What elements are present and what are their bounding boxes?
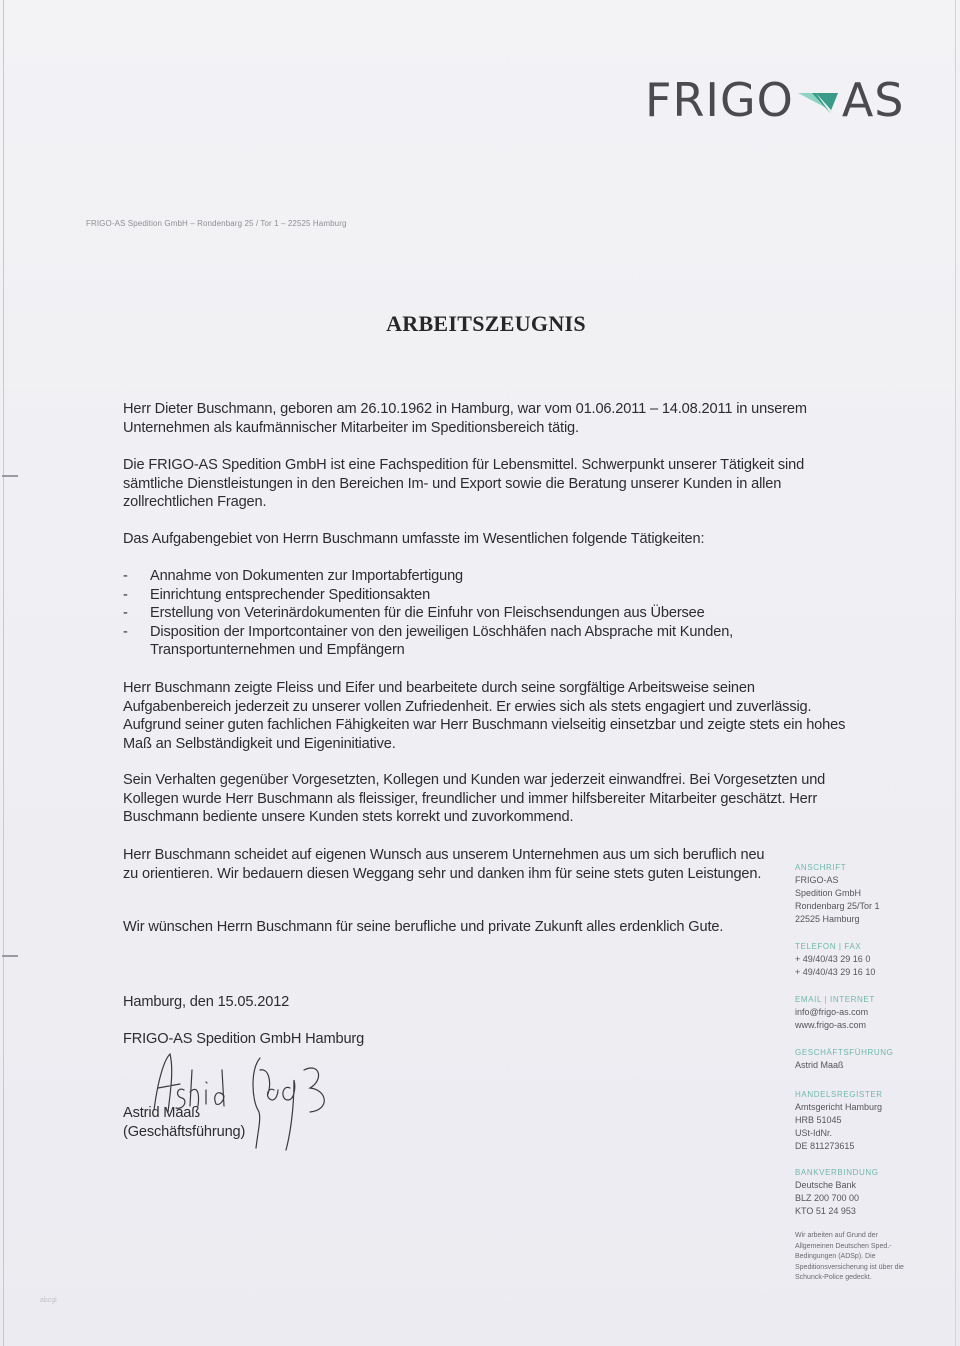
address-label: ANSCHRIFT bbox=[795, 863, 847, 872]
performance-paragraph bbox=[123, 679, 858, 753]
task-item bbox=[123, 623, 823, 660]
task-list bbox=[123, 567, 823, 660]
handwritten-signature bbox=[140, 1040, 370, 1160]
address-line: Rondenbarg 25/Tor 1 bbox=[795, 901, 880, 911]
fax-number: + 49/40/43 29 16 10 bbox=[795, 967, 876, 977]
register-line: DE 811273615 bbox=[795, 1141, 855, 1151]
task-text: Einrichtung entsprechender Speditionsakten bbox=[150, 586, 431, 603]
task-item bbox=[123, 586, 823, 605]
address-line: Spedition GmbH bbox=[795, 888, 862, 898]
fold-mark-top bbox=[2, 475, 18, 477]
bullet: - bbox=[123, 586, 128, 603]
footer-mark: abcgi bbox=[40, 1297, 57, 1304]
closing-wishes: Wir wünschen Herrn Buschmann für seine berufliche und private Zukunft alles erdenklich Gute. bbox=[123, 919, 724, 935]
bank-label: BANKVERBINDUNG bbox=[795, 1168, 879, 1177]
register-line: USt-IdNr. bbox=[795, 1128, 833, 1138]
intro-paragraph bbox=[123, 400, 858, 437]
logo-text-right: AS bbox=[841, 73, 905, 127]
company-paragraph bbox=[123, 456, 858, 512]
task-item bbox=[123, 604, 823, 623]
register-line: Amtsgericht Hamburg bbox=[795, 1102, 883, 1112]
sidebar-phone bbox=[795, 940, 915, 979]
management-label: GESCHÄFTSFÜHRUNG bbox=[795, 1048, 894, 1057]
management-name: Astrid Maaß bbox=[795, 1060, 844, 1070]
email-address: info@frigo-as.com bbox=[795, 1007, 869, 1017]
company-logo bbox=[645, 75, 905, 125]
sidebar-email bbox=[795, 993, 915, 1032]
paragraph-company: Die FRIGO-AS Spedition GmbH ist eine Fachspedition für Lebensmittel. Schwerpunkt unserer Tätigkeit sind sämtliche Dienstleistungen in den Bereichen Im- und Export sowie die Beratung unserer Kunden in allen zollrechtlichen Fragen. bbox=[123, 457, 805, 511]
bullet: - bbox=[123, 623, 128, 640]
paragraph-performance: Herr Buschmann zeigte Fleiss und Eifer und bearbeitete durch seine sorgfältige Arbeitsweise seinen Aufgabenbereich jederzeit zu unserer vollen Zufriedenheit. Er erwies sich als stets engagiert und zuverlässig. Aufgrund seiner guten fachlichen Fähigkeiten war Herr Buschmann vielseitig einsetzbar und zeigte stets ein hohes Maß an Selbständigkeit und Eigeninitiative. bbox=[123, 680, 846, 752]
bank-line: BLZ 200 700 00 bbox=[795, 1193, 860, 1203]
website: www.frigo-as.com bbox=[795, 1020, 867, 1030]
phone-number: + 49/40/43 29 16 0 bbox=[795, 954, 871, 964]
signatory-role: (Geschäftsführung) bbox=[123, 1124, 246, 1140]
logo-triangle-icon bbox=[796, 82, 840, 118]
paragraph-conduct: Sein Verhalten gegenüber Vorgesetzten, Kollegen und Kunden war jederzeit einwandfrei. Bei Vorgesetzten und Kollegen wurde Herr Buschmann als fleissiger, freundlicher und immer hilfsbereiter Mitarbeiter geschätzt. Herr Buschmann bediente unsere Kunden stets korrekt und zuvorkommend. bbox=[123, 772, 826, 826]
task-item bbox=[123, 567, 823, 586]
departure-paragraph bbox=[123, 846, 773, 883]
bullet: - bbox=[123, 605, 128, 622]
tasks-intro bbox=[123, 530, 858, 549]
bullet: - bbox=[123, 568, 128, 584]
bank-line: Deutsche Bank bbox=[795, 1180, 857, 1190]
document-title: ARBEITSZEUGNIS bbox=[386, 311, 586, 336]
place-date: Hamburg, den 15.05.2012 bbox=[123, 994, 290, 1010]
logo-text-left: FRIGO bbox=[645, 73, 794, 127]
sidebar-bank bbox=[795, 1166, 915, 1218]
email-label: EMAIL | INTERNET bbox=[795, 995, 875, 1004]
task-text: Erstellung von Veterinärdokumenten für die Einfuhr von Fleischsendungen aus Übersee bbox=[150, 605, 705, 622]
task-text: Annahme von Dokumenten zur Importabfertigung bbox=[150, 568, 464, 584]
bank-line: KTO 51 24 953 bbox=[795, 1206, 856, 1216]
sidebar-management bbox=[795, 1046, 915, 1072]
sidebar-address bbox=[795, 861, 915, 926]
paragraph-employment: Herr Dieter Buschmann, geboren am 26.10.1962 in Hamburg, war vom 01.06.2011 – 14.08.2011 in unserem Unternehmen als kaufmännischer Mitarbeiter im Speditionsbereich tätig. bbox=[123, 401, 807, 436]
task-text: Disposition der Importcontainer von den jeweiligen Löschhäfen nach Absprache mit Kunden, Transportunternehmen und Empfängern bbox=[150, 623, 734, 659]
conduct-paragraph bbox=[123, 771, 858, 827]
register-label: HANDELSREGISTER bbox=[795, 1090, 883, 1099]
phone-label: TELEFON | FAX bbox=[795, 942, 862, 951]
company-sign-line: FRIGO-AS Spedition GmbH Hamburg bbox=[123, 1031, 365, 1047]
page-edge-left bbox=[3, 0, 4, 1346]
paragraph-departure: Herr Buschmann scheidet auf eigenen Wunsch aus unserem Unternehmen aus um sich beruflich neu zu orientieren. Wir bedauern diesen Weggang sehr und danken ihm für seine stets guten Leistungen. bbox=[123, 847, 765, 882]
paragraph-tasks-intro: Das Aufgabengebiet von Herrn Buschmann umfasste im Wesentlichen folgende Tätigkeiten: bbox=[123, 531, 705, 547]
return-address: FRIGO-AS Spedition GmbH – Rondenbarg 25 / Tor 1 – 22525 Hamburg bbox=[86, 219, 347, 228]
register-line: HRB 51045 bbox=[795, 1115, 842, 1125]
signatory-name: Astrid Maaß bbox=[123, 1105, 201, 1121]
legal-note: Wir arbeiten auf Grund der Allgemeinen Deutschen Sped.-Bedingungen (ADSp). Die Speditionsversicherung ist über die Schunck-Police gedeckt. bbox=[795, 1232, 904, 1282]
page-edge-right bbox=[955, 0, 956, 1346]
address-line: FRIGO-AS bbox=[795, 875, 839, 885]
sidebar-register bbox=[795, 1088, 915, 1153]
address-line: 22525 Hamburg bbox=[795, 914, 860, 924]
fold-mark-bottom bbox=[2, 955, 18, 957]
